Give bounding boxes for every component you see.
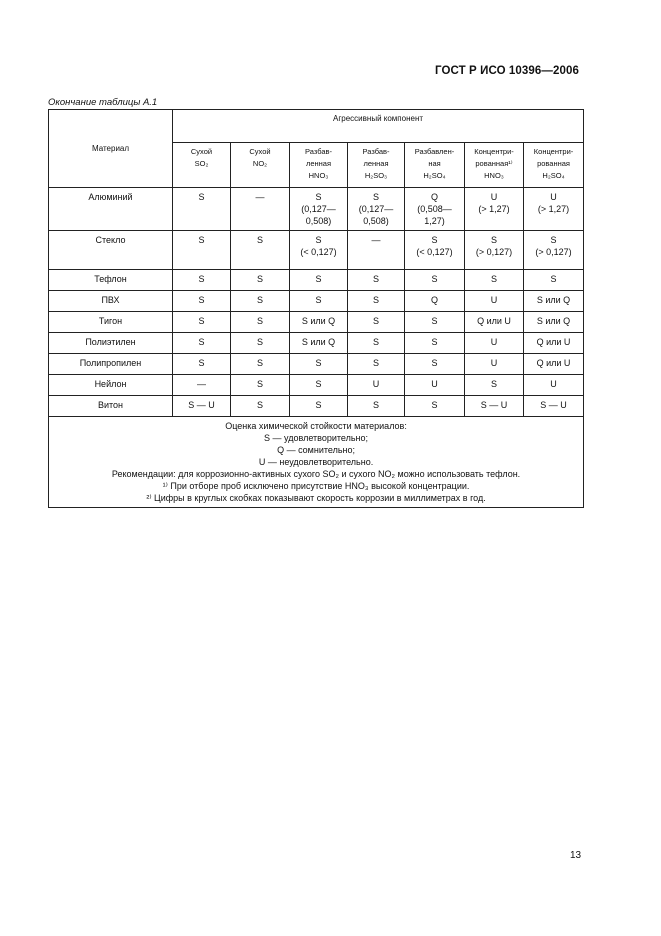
rating-cell: S — U [524,396,584,417]
material-cell: Стекло [49,231,173,270]
table-notes [49,417,584,508]
rating-cell: S [290,396,348,417]
rating-cell: S (< 0,127) [290,231,348,270]
rating-cell: U [405,375,465,396]
rating-cell: S [290,354,348,375]
note-line: Q — сомнительно; [277,445,355,455]
rating-cell: S — U [173,396,231,417]
material-column-header: Материал [49,110,173,188]
rating-cell: S [348,312,405,333]
rating-cell: U [465,291,524,312]
rating-cell: S [405,333,465,354]
rating-cell: S (> 0,127) [524,231,584,270]
column-header-line: SO₂ [194,159,209,168]
rating-cell: S (< 0,127) [405,231,465,270]
rating-cell: U [524,375,584,396]
rating-cell: Q или U [465,312,524,333]
column-header-line: Сухой [190,147,213,156]
column-header-line: Концентри- [474,147,514,156]
note-line: S — удовлетворительно; [264,433,369,443]
rating-cell: S [173,333,231,354]
component-column-header [290,143,348,188]
table-row [49,270,584,291]
component-column-header [465,143,524,188]
rating-cell: S [348,333,405,354]
table-row [49,231,584,270]
column-header-line: рованная¹⁾ [475,159,513,168]
rating-cell: S (> 0,127) [465,231,524,270]
rating-cell: Q [405,291,465,312]
rating-cell: U (> 1,27) [524,188,584,231]
column-header-line: ленная [305,159,332,168]
material-cell: Нейлон [49,375,173,396]
rating-cell: S или Q [290,312,348,333]
rating-cell: S [231,291,290,312]
rating-cell: Q (0,508— 1,27) [405,188,465,231]
rating-cell: S или Q [524,312,584,333]
table-row [49,333,584,354]
note-line: Рекомендации: для коррозионно-активных сухого SO₂ и сухого NO₂ можно использовать тефлон. [111,469,521,479]
component-column-header [173,143,231,188]
rating-cell: S или Q [290,333,348,354]
rating-cell: U [465,333,524,354]
note-line: Оценка химической стойкости материалов: [225,421,407,431]
rating-cell: S [405,270,465,291]
rating-cell: S [348,291,405,312]
table-row [49,312,584,333]
table-header-row [49,110,584,143]
page-number: 13 [570,850,582,861]
rating-cell: Q или U [524,354,584,375]
table-row [49,396,584,417]
chemical-resistance-table [48,109,584,508]
rating-cell: — [231,188,290,231]
note-line: ¹⁾ При отборе проб исключено присутствие HNO₃ высокой концентрации. [162,481,470,491]
rating-cell: S [348,354,405,375]
rating-cell: S [405,396,465,417]
rating-cell: S [231,270,290,291]
rating-cell: — [173,375,231,396]
note-line: U — неудовлетворительно. [258,457,374,467]
aggressive-component-header: Агрессивный компонент [173,110,584,143]
column-header-line: рованная [537,159,570,168]
material-cell: ПВХ [49,291,173,312]
rating-cell: S [173,270,231,291]
material-cell: Полиэтилен [49,333,173,354]
rating-cell: S [405,312,465,333]
rating-cell: — [348,231,405,270]
column-header-line: Сухой [249,147,271,156]
column-header-line: H₂SO₄ [423,171,446,180]
column-header-line: Концентри- [533,147,574,156]
note-line: ²⁾ Цифры в круглых скобках показывают скорость коррозии в миллиметрах в год. [146,493,486,503]
rating-cell: S [231,354,290,375]
rating-cell: U (> 1,27) [465,188,524,231]
component-column-header [524,143,584,188]
material-cell: Полипропилен [49,354,173,375]
rating-cell: S [465,270,524,291]
material-cell: Тефлон [49,270,173,291]
table-row [49,354,584,375]
rating-cell: S [173,312,231,333]
material-cell: Тигон [49,312,173,333]
rating-cell: S [173,231,231,270]
rating-cell: S [173,354,231,375]
rating-cell: S [290,375,348,396]
column-header-line: HNO₃ [484,171,504,180]
column-header-line: Разбав- [362,147,390,156]
rating-cell: S [173,291,231,312]
rating-cell: U [465,354,524,375]
component-column-header [231,143,290,188]
column-header-line: HNO₃ [308,171,329,180]
rating-cell: S (0,127— 0,508) [348,188,405,231]
rating-cell: S [524,270,584,291]
rating-cell: S — U [465,396,524,417]
column-header-line: H₂SO₄ [542,171,565,180]
rating-cell: S [173,188,231,231]
material-cell: Витон [49,396,173,417]
column-header-line: ная [428,159,441,168]
rating-cell: S (0,127— 0,508) [290,188,348,231]
rating-cell: S [231,375,290,396]
table-row [49,188,584,231]
rating-cell: S [231,333,290,354]
table-caption: Окончание таблицы А.1 [48,97,158,108]
document-standard-header: ГОСТ Р ИСО 10396—2006 [434,65,579,77]
rating-cell: S или Q [524,291,584,312]
rating-cell: Q или U [524,333,584,354]
component-column-header [348,143,405,188]
rating-cell: S [231,231,290,270]
material-cell: Алюминий [49,188,173,231]
rating-cell: S [348,270,405,291]
rating-cell: S [465,375,524,396]
component-column-header [405,143,465,188]
rating-cell: S [348,396,405,417]
column-header-line: ленная [363,159,389,168]
column-header-line: NO₂ [252,159,268,168]
rating-cell: S [231,396,290,417]
notes-row [49,417,584,508]
table-row [49,375,584,396]
rating-cell: S [290,291,348,312]
column-header-line: H₂SO₃ [364,171,388,180]
table-row [49,291,584,312]
rating-cell: S [231,312,290,333]
column-header-line: Разбавлен- [414,147,455,156]
rating-cell: U [348,375,405,396]
rating-cell: S [290,270,348,291]
rating-cell: S [405,354,465,375]
column-header-line: Разбав- [305,147,332,156]
